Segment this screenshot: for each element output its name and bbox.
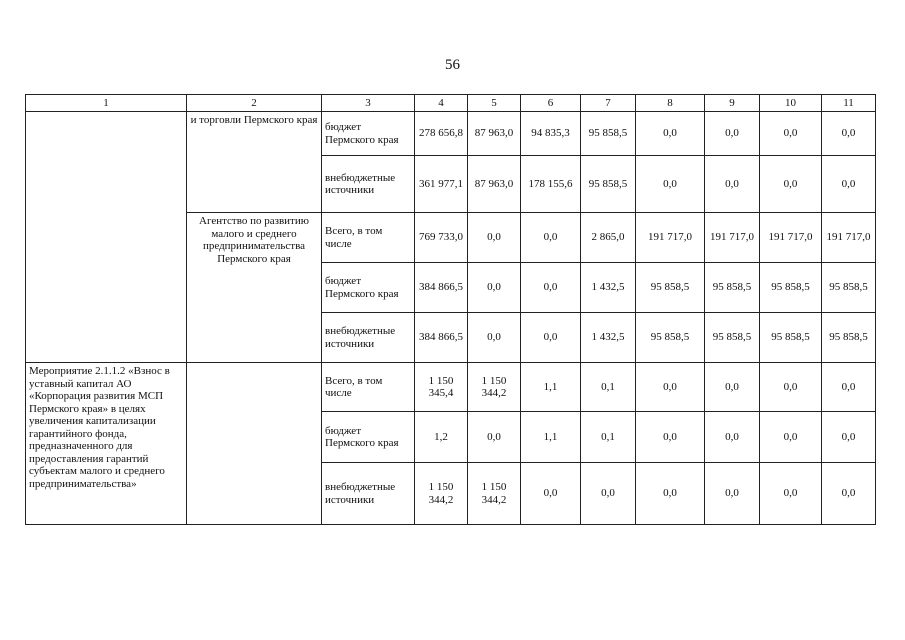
amount-cell: 95 858,5 [581, 156, 636, 213]
amount-cell: 95 858,5 [636, 313, 705, 363]
amount-cell: 1 150 344,2 [468, 463, 521, 525]
column-header: 11 [822, 95, 876, 112]
amount-cell: 1,2 [415, 412, 468, 463]
amount-cell: 1 432,5 [581, 313, 636, 363]
amount-cell: 95 858,5 [705, 263, 760, 313]
column-header: 6 [521, 95, 581, 112]
amount-cell: 1,1 [521, 412, 581, 463]
amount-cell: 0,0 [705, 156, 760, 213]
amount-cell: 0,0 [636, 412, 705, 463]
amount-cell: 0,0 [760, 463, 822, 525]
amount-cell: 0,0 [822, 412, 876, 463]
amount-cell: 95 858,5 [822, 313, 876, 363]
amount-cell: 0,0 [636, 363, 705, 412]
amount-cell: 87 963,0 [468, 156, 521, 213]
amount-cell: 0,0 [521, 213, 581, 263]
amount-cell: 0,0 [521, 313, 581, 363]
amount-cell: 384 866,5 [415, 313, 468, 363]
column-header: 9 [705, 95, 760, 112]
amount-cell: 0,0 [468, 412, 521, 463]
funding-source-cell: внебюджетные источники [322, 313, 415, 363]
column-header: 4 [415, 95, 468, 112]
funding-source-cell: бюджет Пермского края [322, 412, 415, 463]
amount-cell: 0,0 [822, 112, 876, 156]
amount-cell: 95 858,5 [636, 263, 705, 313]
amount-cell: 1 150 345,4 [415, 363, 468, 412]
amount-cell: 0,0 [581, 463, 636, 525]
amount-cell: 191 717,0 [636, 213, 705, 263]
amount-cell: 0,0 [705, 112, 760, 156]
page-number: 56 [445, 57, 460, 73]
amount-cell: 0,0 [468, 263, 521, 313]
funding-source-cell: Всего, в том числе [322, 213, 415, 263]
amount-cell: 0,0 [760, 363, 822, 412]
funding-source-cell: Всего, в том числе [322, 363, 415, 412]
amount-cell: 191 717,0 [705, 213, 760, 263]
amount-cell: 0,1 [581, 363, 636, 412]
amount-cell: 0,0 [636, 463, 705, 525]
amount-cell: 95 858,5 [705, 313, 760, 363]
column-header: 7 [581, 95, 636, 112]
amount-cell: 1 150 344,2 [415, 463, 468, 525]
amount-cell: 191 717,0 [760, 213, 822, 263]
column-header: 10 [760, 95, 822, 112]
amount-cell: 0,1 [581, 412, 636, 463]
amount-cell: 0,0 [705, 363, 760, 412]
amount-cell: 769 733,0 [415, 213, 468, 263]
amount-cell: 1,1 [521, 363, 581, 412]
amount-cell: 0,0 [705, 412, 760, 463]
amount-cell: 95 858,5 [760, 313, 822, 363]
amount-cell: 0,0 [521, 463, 581, 525]
column-header: 1 [26, 95, 187, 112]
amount-cell: 0,0 [760, 112, 822, 156]
amount-cell: 1 432,5 [581, 263, 636, 313]
amount-cell: 0,0 [822, 363, 876, 412]
amount-cell: 0,0 [468, 313, 521, 363]
amount-cell: 0,0 [822, 463, 876, 525]
activity-cell: Мероприятие 2.1.1.2 «Взнос в уставный капитал АО «Корпорация развития МСП Пермского края» в целях увеличения капитализации гарантийного фонда, предназначенного для предоставления гарантий субъектам малого и среднего предпринимательства» [26, 363, 187, 525]
column-header: 3 [322, 95, 415, 112]
amount-cell: 191 717,0 [822, 213, 876, 263]
amount-cell: 95 858,5 [760, 263, 822, 313]
amount-cell: 1 150 344,2 [468, 363, 521, 412]
table-row [26, 363, 876, 412]
executor-cell: Агентство по развитию малого и среднего предпринимательства Пермского края [187, 213, 322, 363]
amount-cell: 2 865,0 [581, 213, 636, 263]
funding-source-cell: внебюджетные источники [322, 156, 415, 213]
funding-source-cell: внебюджетные источники [322, 463, 415, 525]
column-header: 8 [636, 95, 705, 112]
executor-cell: и торговли Пермского края [187, 112, 322, 213]
table-row [26, 112, 876, 156]
amount-cell: 178 155,6 [521, 156, 581, 213]
amount-cell: 0,0 [760, 156, 822, 213]
funding-source-cell: бюджет Пермского края [322, 263, 415, 313]
amount-cell: 0,0 [822, 156, 876, 213]
amount-cell: 0,0 [521, 263, 581, 313]
amount-cell: 278 656,8 [415, 112, 468, 156]
amount-cell: 0,0 [760, 412, 822, 463]
amount-cell: 0,0 [636, 156, 705, 213]
amount-cell: 361 977,1 [415, 156, 468, 213]
budget-table [25, 94, 876, 525]
amount-cell: 0,0 [636, 112, 705, 156]
activity-cell [26, 112, 187, 363]
column-header: 2 [187, 95, 322, 112]
funding-source-cell: бюджет Пермского края [322, 112, 415, 156]
amount-cell: 94 835,3 [521, 112, 581, 156]
header-row [26, 95, 876, 112]
amount-cell: 95 858,5 [581, 112, 636, 156]
amount-cell: 87 963,0 [468, 112, 521, 156]
executor-cell [187, 363, 322, 525]
amount-cell: 0,0 [705, 463, 760, 525]
amount-cell: 95 858,5 [822, 263, 876, 313]
column-header: 5 [468, 95, 521, 112]
amount-cell: 0,0 [468, 213, 521, 263]
amount-cell: 384 866,5 [415, 263, 468, 313]
